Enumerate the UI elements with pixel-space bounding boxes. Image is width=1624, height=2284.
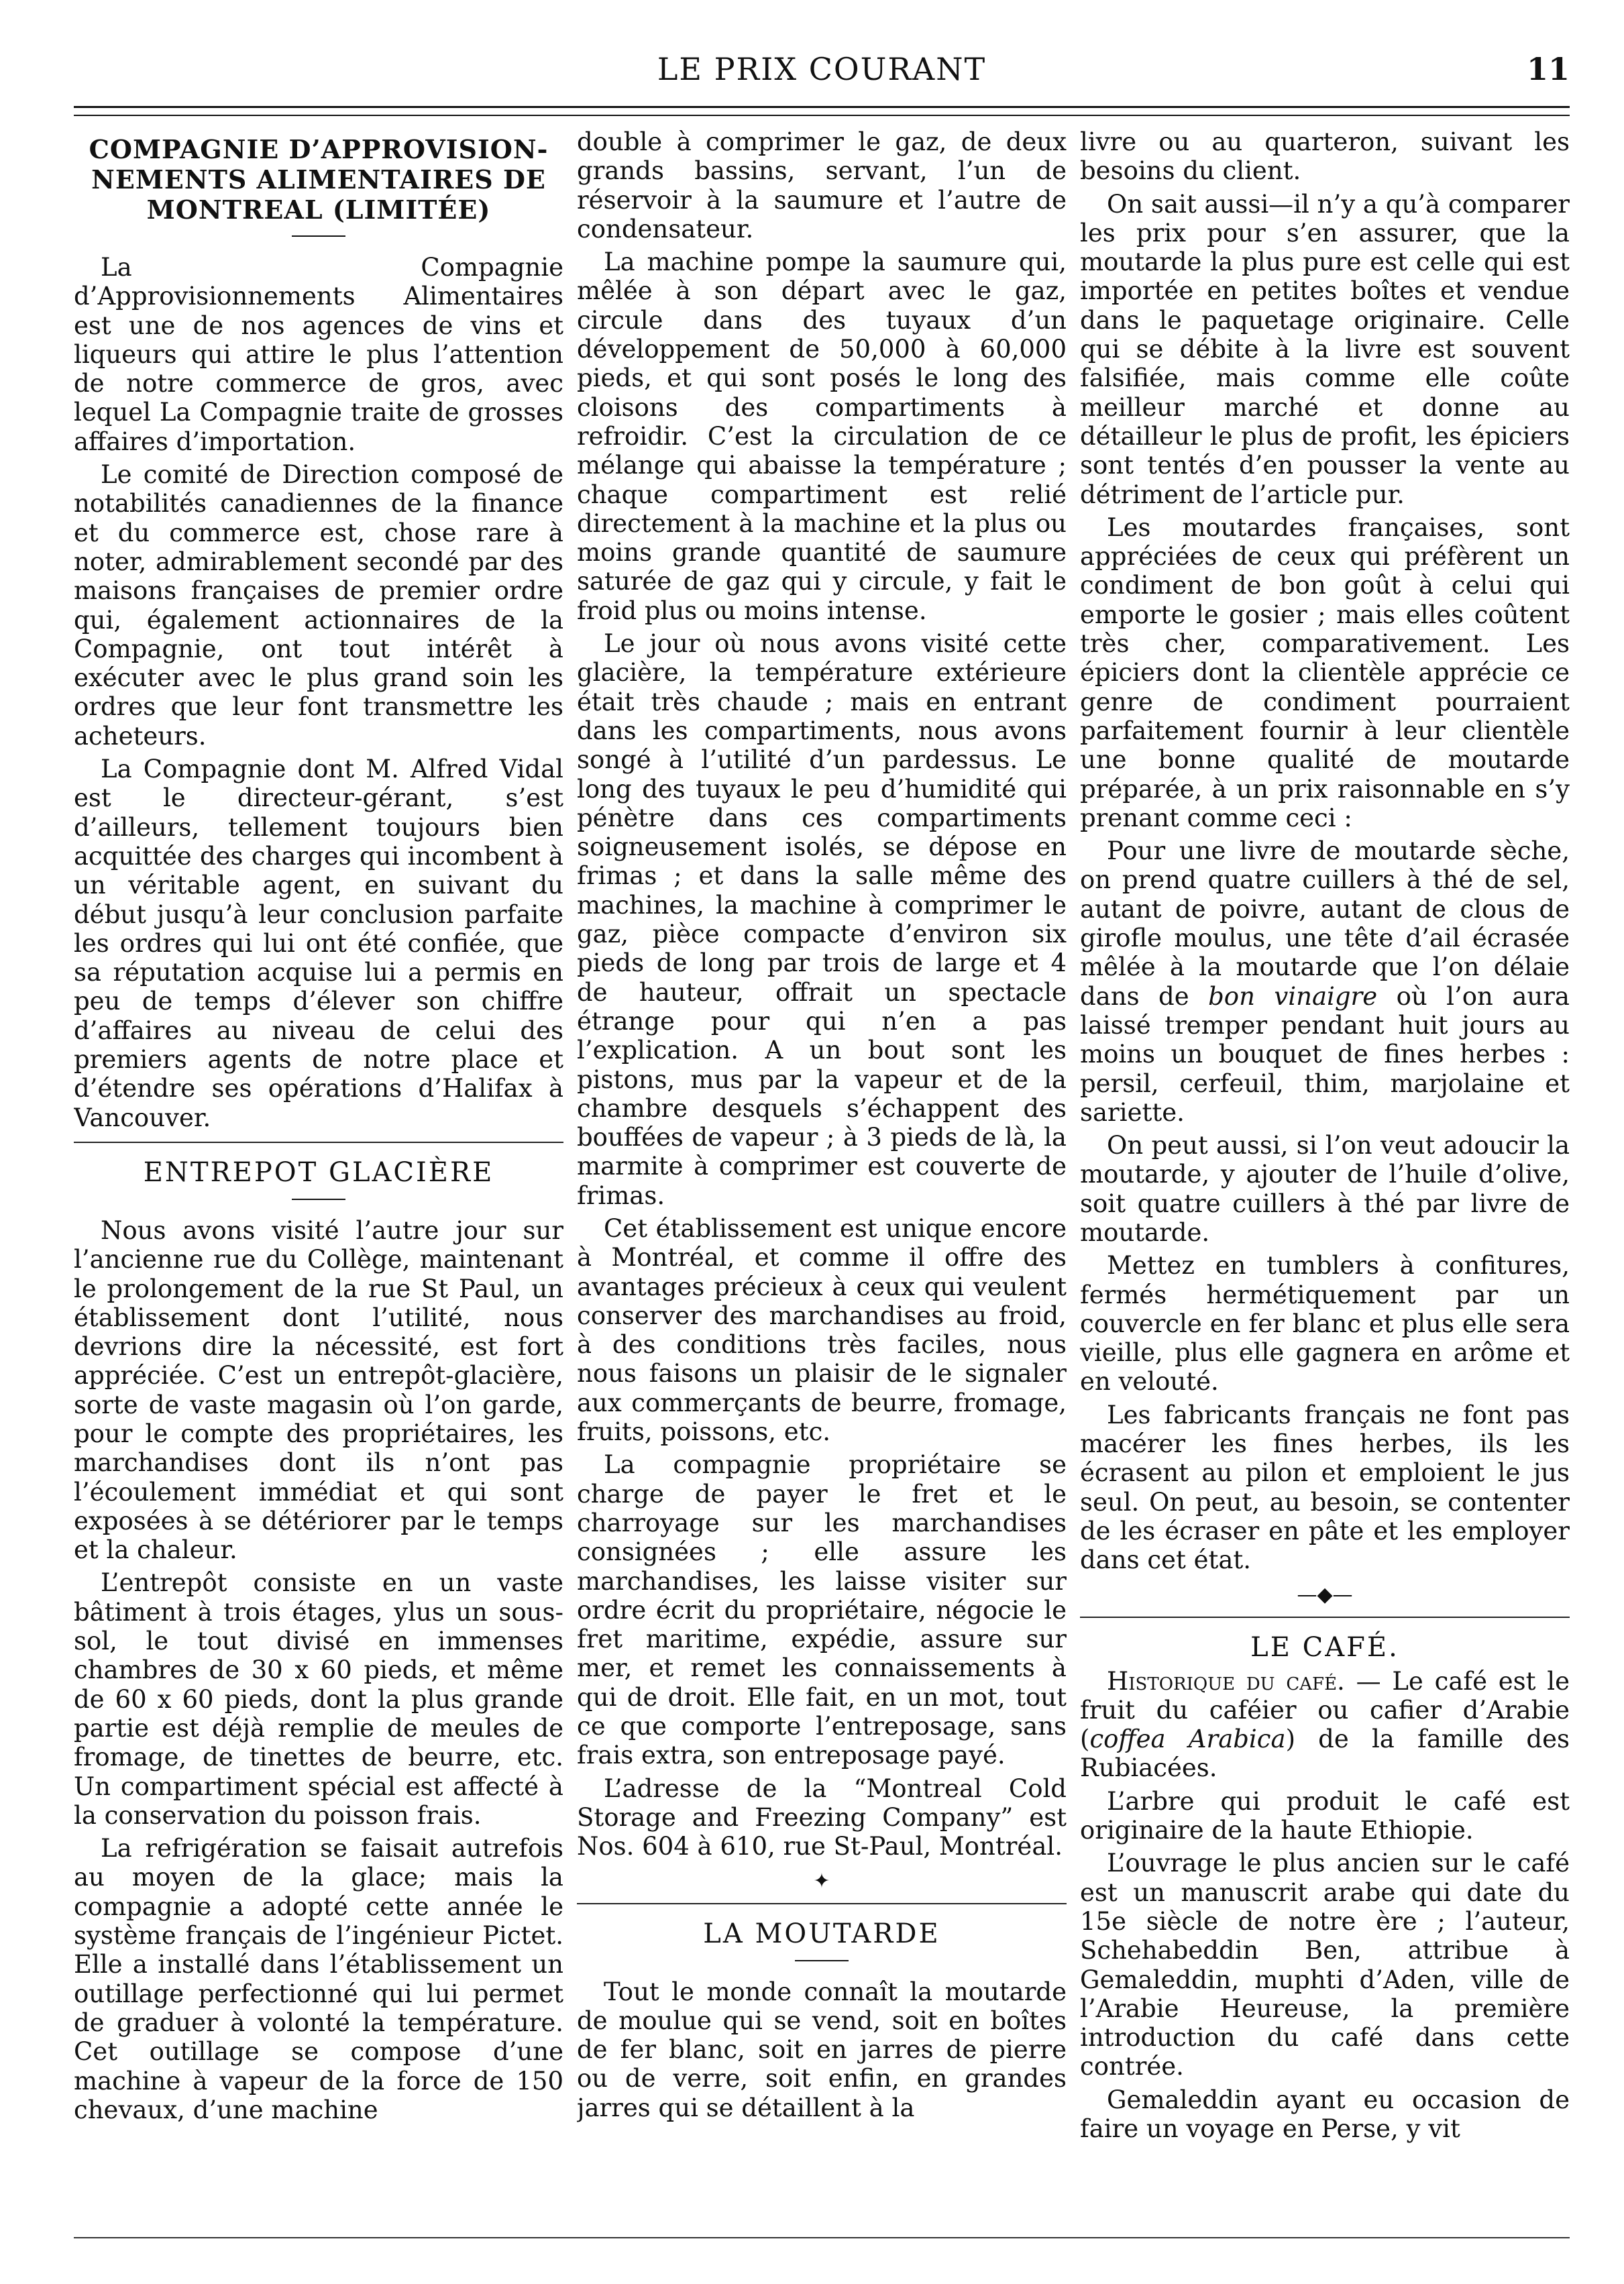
paragraph: On peut aussi, si l’on veut adoucir la moutarde, y ajouter de l’huile d’olive, soit quatre cuillers à thé par livre de moutarde. [1080,1131,1570,1247]
article-separator [74,1142,563,1143]
article-separator [577,1903,1067,1904]
article-heading: LE CAFÉ. [1250,1631,1399,1663]
page-number: 11 [1526,51,1570,87]
running-head [74,46,1570,99]
paragraph: La compagnie propriétaire se charge de payer le fret et le charroyage sur les marchandises consignées ; elle assure les marchandises, les laisse visiter sur ordre écrit du propriétaire, négocie le fret maritime, expédie, assure sur mer, et remet les connaissements à qui de droit. Elle fait, en un mot, tout ce que comporte l’entreposage, sans frais extra, son entreposage payé. [577,1450,1067,1770]
column-1 [74,127,563,2227]
text-run: ) de la famille des Rubiacées. [1080,1725,1570,1783]
article-heading: LA MOUTARDE [703,1918,940,1949]
paragraph: La machine pompe la saumure qui, mêlée à son départ avec le gaz, circule dans des tuyaux d’un développement de 50,000 à 60,000 pieds, et qui sont posés le long des cloisons des compartiments à refroidir. C’est la circulation de ce mélange qui abaisse la température ; chaque compartiment est relié directement à la machine et la plus ou moins grande quantité de saumure saturée de gaz qui y circule, y fait le froid plus ou moins intense. [577,248,1067,625]
paragraph: L’arbre qui produit le café est originaire de la haute Ethiopie. [1080,1786,1570,1845]
text-run: où l’on aura laissé tremper pendant huit jours au moins un bouquet de fines herbes : persil, cerfeuil, thim, marjolaine et sariette. [1080,981,1570,1127]
emphasis: bon vinaigre [1208,981,1378,1011]
column-3 [1080,127,1570,2227]
publication-title: LE PRIX COURANT [657,51,987,87]
paragraph: L’ouvrage le plus ancien sur le café est un manuscrit arabe qui date du 15e siècle de notre ère ; l’auteur, Schehabeddin Ben, attribue à Gemaleddin, muphti d’Aden, ville de l’Arabie Heureuse, la première introduction du café dans cette contrée. [1080,1849,1570,2081]
emphasis: coffea Arabica [1089,1725,1286,1754]
paragraph: L’entrepôt consiste en un vaste bâtiment à trois étages, ylus un sous-sol, le tout divisé en immenses chambres de 30 x 60 pieds, et même de 60 x 60 pieds, dont la plus grande partie est déjà remplie de meules de fromage, de tinettes de beurre, etc. Un compartiment spécial est affecté à la conservation du poisson frais. [74,1568,563,1830]
paragraph: On sait aussi—il n’y a qu’à comparer les prix pour s’en assurer, que la moutarde la plus pure est celle qui est importée en petites boîtes et vendue dans le paquetage originaire. Celle qui se débite à la livre est souvent falsifiée, mais comme elle coûte meilleur marché et donne au détailleur le plus de profit, les épiciers sont tentés d’en pousser la vente au détriment de l’article pur. [1080,189,1570,509]
paragraph: Les moutardes françaises, sont appréciées de ceux qui préfèrent un condiment de bon goût à celui qui emporte le gosier ; mais elles coûtent très cher, comparativement. Les épiciers dont la clientèle apprécie ce genre de condiment pourraient parfaitement fournir à leur clientèle une bonne qualité de moutarde préparée, à un prix raisonnable en s’y prenant comme ceci : [1080,512,1570,832]
ornament-icon: ✦ [813,1869,830,1893]
heading-divider [292,235,345,237]
text-run: Pour une livre de moutarde sèche, on prend quatre cuillers à thé de sel, autant de poivre, autant de clous de girofle moulus, une tête d’ail écrasée mêlée à la moutarde que l’on délaie dans de [1080,836,1570,1011]
paragraph: Nous avons visité l’autre jour sur l’ancienne rue du Collège, maintenant le prolongement de la rue St Paul, un établissement dont l’utilité, nous devrions dire la nécessité, est fort appréciée. C’est un entrepôt-glacière, sorte de vaste magasin où l’on garde, pour le compte des propriétaires, les marchandises dont ils n’ont pas l’écoulement immédiat et qui sont exposées à se détériorer par le temps et la chaleur. [74,1215,563,1565]
ornament-icon: —◆— [1297,1582,1353,1607]
paragraph: La Compagnie d’Approvisionnements Alimentaires est une de nos agences de vins et liqueurs qui attire le plus l’attention de notre commerce de gros, avec lequel La Compagnie traite de grosses affaires d’importation. [74,253,563,456]
heading-divider [795,1960,849,1961]
article-columns [74,127,1570,2227]
paragraph: La Compagnie dont M. Alfred Vidal est le directeur-gérant, s’est d’ailleurs, tellement toujours bien acquittée des charges qui incombent à un véritable agent, en suivant du début jusqu’à leur conclusion parfaite les ordres qui lui ont été confiée, que sa réputation acquise lui a permis en peu de temps d’élever son chiffre d’affaires au niveau de celui des premiers agents de notre place et d’étendre ses opérations d’Halifax à Vancouver. [74,755,563,1132]
run-in-heading: Historique du café. [1107,1666,1345,1696]
paragraph: L’adresse de la “Montreal Cold Storage and Freezing Company” est Nos. 604 à 610, rue St-Paul, Montréal. [577,1774,1067,1861]
article-separator [1080,1617,1570,1618]
paragraph: Le comité de Direction composé de notabilités canadiennes de la finance et du commerce est, chose rare à noter, admirablement secondé par des maisons françaises de premier ordre qui, également actionnaires de la Compagnie, ont tout intérêt à exécuter avec le plus grand soin les ordres que leur font transmettre les acheteurs. [74,460,563,751]
paragraph: Le jour où nous avons visité cette glacière, la température extérieure était très chaude ; mais en entrant dans les compartiments, nous avons songé à l’utilité d’un pardessus. Le long des tuyaux le peu d’humidité qui pénètre dans ces compartiments soigneusement isolés, se dépose en frimas ; et dans la salle même des machines, la machine à comprimer le gaz, pièce compacte d’environ six pieds de long par trois de large et 4 de hauteur, offrait un spectacle étrange pour qui n’en a pas l’explication. A un bout sont les pistons, mus par la vapeur et de la chambre desquels s’échappent des bouffées de vapeur ; à 3 pieds de là, la marmite à comprimer est couverte de frimas. [577,629,1067,1210]
paragraph: livre ou au quarteron, suivant les besoins du client. [1080,127,1570,186]
text-run: — Le café est le fruit du caféier ou cafier d’Arabie ( [1080,1666,1570,1754]
paragraph: Tout le monde connaît la moutarde de moulue qui se vend, soit en boîtes de fer blanc, soit en jarres de pierre ou de verre, soit enfin, en grandes jarres qui se détaillent à la [577,1977,1067,2122]
paragraph: Gemaleddin ayant eu occasion de faire un voyage en Perse, y vit [1080,2085,1570,2143]
paragraph [1080,836,1570,1127]
paragraph: double à comprimer le gaz, de deux grands bassins, servant, l’un de réservoir à la saumure et l’autre de condensateur. [577,127,1067,243]
paragraph: Mettez en tumblers à confitures, fermés hermétiquement par un couvercle en fer blanc et plus elle sera vieille, plus elle gagnera en arôme et en velouté. [1080,1251,1570,1397]
paragraph [1080,1667,1570,1783]
paragraph: La refrigération se faisait autrefois au moyen de la glace; mais la compagnie a adopté cette année le système français de l’ingénieur Pictet. Elle a installé dans l’établissement un outillage perfectionné qui lui permet de graduer à volonté la température. Cet outillage se compose d’une machine à vapeur de la force de 150 chevaux, d’une machine [74,1834,563,2124]
heading-divider [292,1199,345,1200]
article-heading: ENTREPOT GLACIÈRE [143,1156,494,1188]
footer-rule [74,2237,1570,2238]
paragraph: Cet établissement est unique encore à Montréal, et comme il offre des avantages précieux à ceux qui veulent conserver des marchandises au froid, à des conditions très faciles, nous nous faisons un plaisir de le signaler aux commerçants de beurre, fromage, fruits, poissons, etc. [577,1213,1067,1447]
article-heading: COMPAGNIE D’APPROVISION-NEMENTS ALIMENTAIRES DE MONTREAL (LIMITÉE) [89,134,549,225]
header-rule [74,106,1570,116]
paragraph: Les fabricants français ne font pas macérer les fines herbes, ils les écrasent au pilon et emploient le jus seul. On peut, au besoin, se contenter de les écraser en pâte et les employer dans cet état. [1080,1400,1570,1575]
column-2 [577,127,1067,2227]
